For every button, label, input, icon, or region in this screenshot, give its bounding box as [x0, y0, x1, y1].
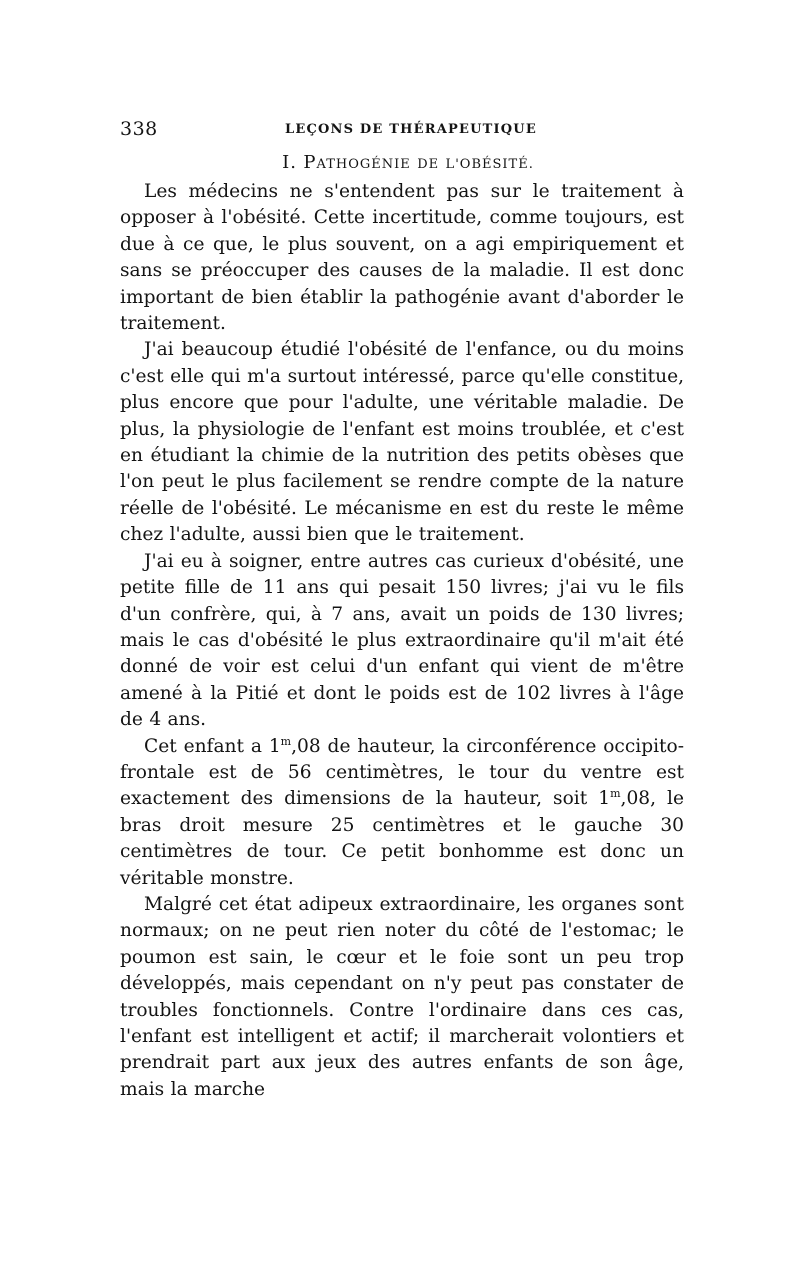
paragraph-4-part-c: ,08 de hauteur, la circonférence occipito-frontale est de 56 centimètres, le tour du ventre est exactement des dimensions de la hauteur, soit 1 [120, 735, 684, 810]
running-title: LEÇONS DE THÉRAPEUTIQUE [285, 122, 537, 137]
paragraph-4-part-a: Cet enfant a 1 [144, 735, 281, 757]
paragraph-1: Les médecins ne s'entendent pas sur le traitement à opposer à l'obésité. Cette incertitude, comme toujours, est due à ce que, le plus souvent, on a agi empiriquement et sans se préoccuper des causes de la maladie. Il est donc important de bien établir la pathogénie avant d'aborder le traitement. [120, 181, 684, 335]
unit-superscript-2: m [610, 787, 621, 801]
unit-superscript-1: m [280, 734, 292, 748]
body-text [120, 179, 684, 1103]
paragraph-5: Malgré cet état adipeux extraordinaire, les organes sont normaux; on ne peut rien noter du côté de l'estomac; le poumon est sain, le cœur et le foie sont un peu trop développés, mais cependant on n'y peut pas constater de troubles fonctionnels. Contre l'ordinaire dans ces cas, l'enfant est intelligent et actif; il marcherait volontiers et prendrait part aux jeux des autres enfants de son âge, mais la marche [120, 893, 684, 1100]
paragraph-4 [120, 734, 684, 892]
running-head [120, 118, 684, 144]
paragraph-4-part-e: ,08, le bras droit mesure 25 centimètres et le gauche 30 centimètres de tour. Ce petit bonhomme est donc un véritable monstre. [120, 788, 684, 889]
section-heading: I. PATHOGÉNIE DE L'OBÉSITÉ. [282, 152, 534, 173]
paragraph-2: J'ai beaucoup étudié l'obésité de l'enfance, ou du moins c'est elle qui m'a surtout intéressé, parce qu'elle constitue, plus encore que pour l'adulte, une véritable maladie. De plus, la physiologie de l'enfant est moins troublée, et c'est en étudiant la chimie de la nutrition des petits obèses que l'on peut le plus facilement se rendre compte de la nature réelle de l'obésité. Le mécanisme en est du reste le même chez l'adulte, aussi bien que le traitement. [120, 339, 684, 546]
paragraph-3: J'ai eu à soigner, entre autres cas curieux d'obésité, une petite fille de 11 ans qui pesait 150 livres; j'ai vu le fils d'un confrère, qui, à 7 ans, avait un poids de 130 livres; mais le cas d'obésité le plus extraordinaire qu'il m'ait été donné de voir est celui d'un enfant qui vient de m'être amené à la Pitié et dont le poids est de 102 livres à l'âge de 4 ans. [120, 550, 684, 731]
book-page [120, 118, 684, 1103]
page-number: 338 [120, 118, 158, 140]
